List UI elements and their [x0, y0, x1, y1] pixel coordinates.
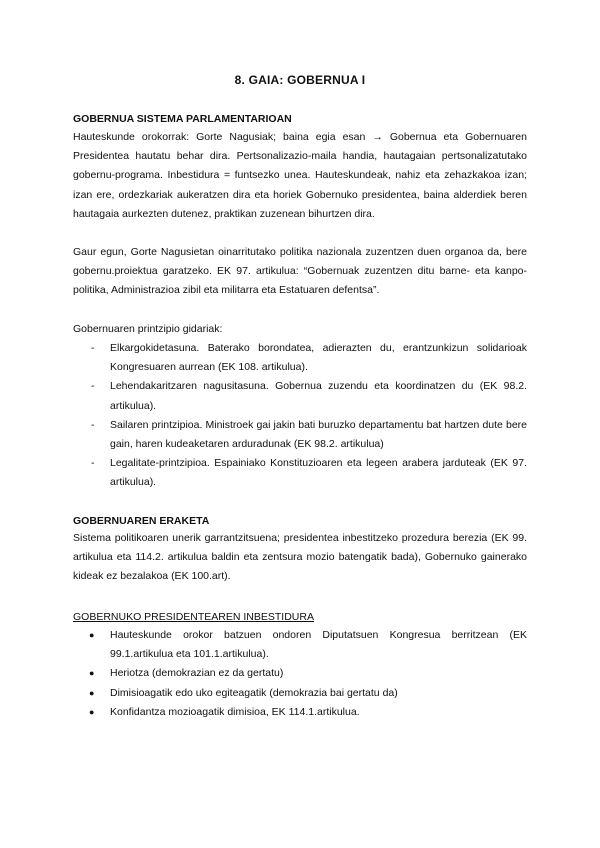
- page-title: 8. GAIA: GOBERNUA I: [234, 73, 366, 87]
- section-heading-parliamentary: GOBERNUA SISTEMA PARLAMENTARIOAN: [73, 113, 292, 125]
- principles-list: [73, 339, 527, 493]
- list-item: - Elkargokidetasuna. Baterako borondatea, adierazten du, erantzunkizun solidarioak Kongresuaren aurrean (EK 108. artikulua).: [73, 339, 527, 377]
- paragraph-government-role: Gaur egun, Gorte Nagusietan oinarritutako politika nazionala zuzentzen duen organoa da, bere gobernu.proiektua garatzeko. EK 97. artikulua: “Gobernuak zuzentzen ditu barne- eta kanpo-politika, Administrazioa zibil eta militarra eta Estatuaren defentsa”.: [73, 246, 527, 297]
- list-item: ● Dimisioagatik edo uko egiteagatik (demokrazia bai gertatu da): [73, 684, 527, 703]
- list-item: - Legalitate-printzipioa. Espainiako Konstituzioaren eta legeen arabera jarduteak (EK 97. artikulua).: [73, 454, 527, 492]
- section-heading-formation: GOBERNUAREN ERAKETA: [73, 515, 210, 527]
- list-item: - Lehendakaritzaren nagusitasuna. Gobernua zuzendu eta koordinatzen du (EK 98.2. artikulua).: [73, 377, 527, 415]
- list-item: ● Hauteskunde orokor batzuen ondoren Diputatsuen Kongresua berritzean (EK 99.1.artikulua eta 101.1.artikulua).: [73, 626, 527, 664]
- paragraph-principles-intro: Gobernuaren printzipio gidariak:: [73, 323, 223, 335]
- paragraph-formation: Sistema politikoaren unerik garrantzitsuena; presidentea inbestitzeko prozedura berezia (EK 99. artikulua eta 114.2. artikulua baldin eta zentsura mozio batengatik bada), Gobernuko gainerako kideak ez bezalakoa (EK 100.art).: [73, 532, 527, 583]
- investiture-list: [73, 626, 527, 722]
- paragraph-elections: Hauteskunde orokorrak: Gorte Nagusiak; baina egia esan → Gobernua eta Gobernuaren Presidentea hautatu behar dira. Pertsonalizazio-maila handia, hautagaian pertsonalizatutako gobernu-programa. Inbestidura = funtsezko unea. Hauteskundeak, nahiz eta zehazkakoa izan; izan ere, ordezkariak aukeratzen dira eta horiek Gobernuko presidentea, baina alderdiek beren hautagaia aurkezten dutenez, praktikan zuzenean bihurtzen dira.: [73, 131, 527, 220]
- section-heading-investiture: GOBERNUKO PRESIDENTEAREN INBESTIDURA: [73, 611, 314, 623]
- list-item: ● Konfidantza mozioagatik dimisioa, EK 114.1.artikulua.: [73, 703, 527, 722]
- list-item: ● Heriotza (demokrazian ez da gertatu): [73, 664, 527, 683]
- list-item: - Sailaren printzipioa. Ministroek gai jakin bati buruzko departamentu bat hartzen dute bere gain, haren kudeaketaren arduradunak (EK 98.2. artikulua): [73, 416, 527, 454]
